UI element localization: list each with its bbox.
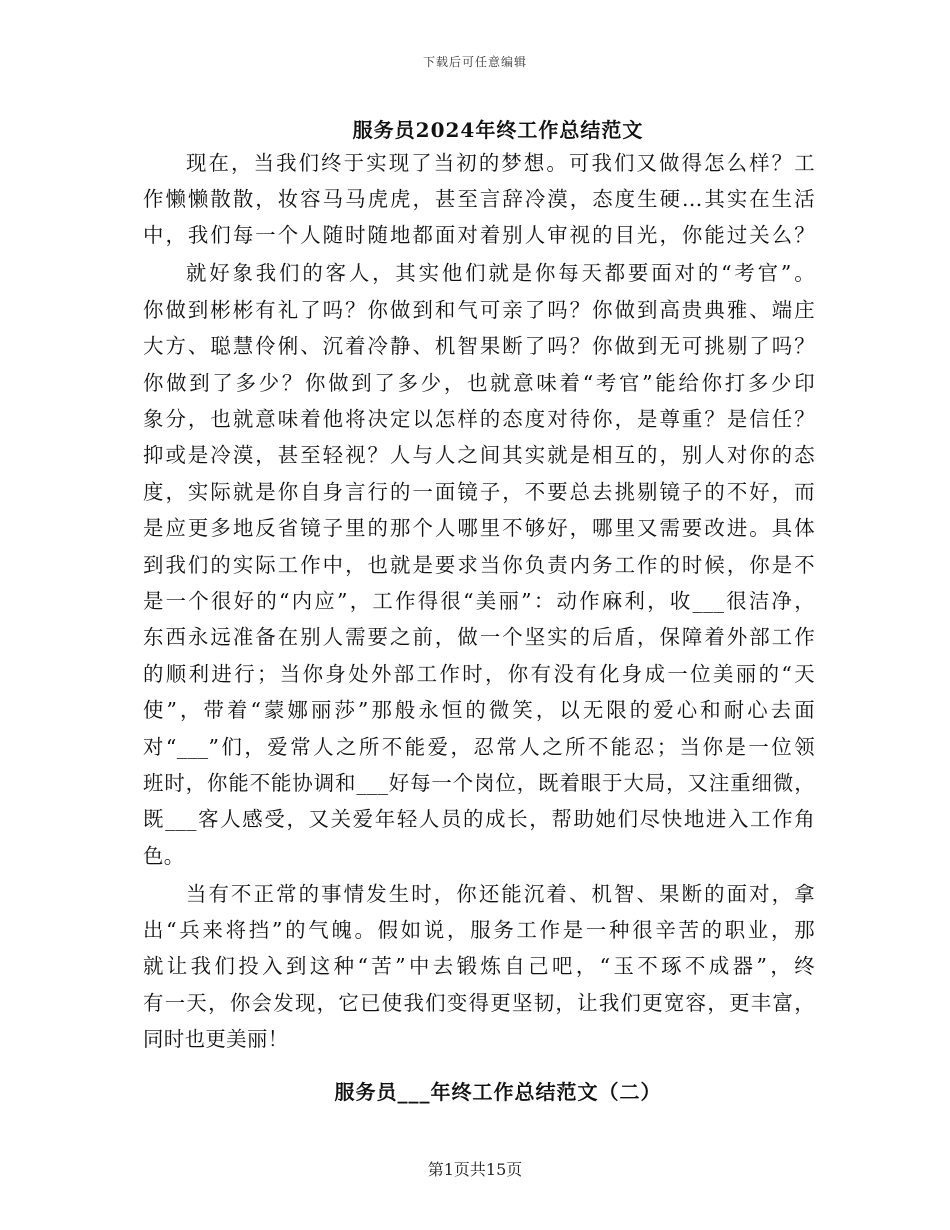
paragraph-line: 就让我们投入到这种“苦”中去锻炼自己吧，“玉不琢不成器”，终 xyxy=(143,954,815,978)
paragraph-line: 是应更多地反省镜子里的那个人哪里不够好，哪里又需要改进。具体 xyxy=(143,516,815,540)
paragraph-line: 象分，也就意味着他将决定以怎样的态度对待你，是尊重？是信任？ xyxy=(143,407,815,431)
paragraph-line: 就好象我们的客人，其实他们就是你每天都要面对的“考官”。 xyxy=(186,261,815,285)
paragraph-line: 班时，你能不能协调和___好每一个岗位，既着眼于大局，又注重细微， xyxy=(143,771,815,795)
paragraph-line: 你做到了多少？你做到了多少，也就意味着“考官”能给你打多少印 xyxy=(143,371,815,395)
paragraph-line: 使”，带着“蒙娜丽莎”那般永恒的微笑，以无限的爱心和耐心去面 xyxy=(143,698,815,722)
paragraph-line: 对“___”们，爱常人之所不能爱，忍常人之所不能忍；当你是一位领 xyxy=(143,735,815,759)
paragraph-line: 你做到彬彬有礼了吗？你做到和气可亲了吗？你做到高贵典雅、端庄 xyxy=(143,298,815,322)
paragraph-line: 有一天，你会发现，它已使我们变得更坚韧，让我们更宽容，更丰富， xyxy=(143,991,815,1015)
paragraph-line: 出“兵来将挡”的气魄。假如说，服务工作是一种很辛苦的职业，那 xyxy=(143,918,815,942)
paragraph-line: 同时也更美丽！ xyxy=(143,1027,289,1051)
paragraph-line: 中，我们每一个人随时随地都面对着别人审视的目光，你能过关么？ xyxy=(143,223,815,247)
paragraph-line: 抑或是冷漠，甚至轻视？人与人之间其实就是相互的，别人对你的态 xyxy=(143,443,815,467)
paragraph-line: 当有不正常的事情发生时，你还能沉着、机智、果断的面对，拿 xyxy=(186,882,815,906)
document-title: 服务员2024年终工作总结范文 xyxy=(352,118,644,142)
paragraph-line: 是一个很好的“内应”，工作得很“美丽”：动作麻利，收___很洁净， xyxy=(143,589,815,613)
paragraph-line: 大方、聪慧伶俐、沉着冷静、机智果断了吗？你做到无可挑剔了吗？ xyxy=(143,334,815,358)
paragraph-line: 东西永远准备在别人需要之前，做一个坚实的后盾，保障着外部工作 xyxy=(143,625,815,649)
page-footer: 第1页共15页 xyxy=(427,1160,523,1179)
paragraph-line: 既___客人感受，又关爱年轻人员的成长，帮助她们尽快地进入工作角 xyxy=(143,807,815,831)
paragraph-line: 度，实际就是你自身言行的一面镜子，不要总去挑剔镜子的不好，而 xyxy=(143,480,815,504)
paragraph-line: 色。 xyxy=(143,844,185,868)
section-title: 服务员___年终工作总结范文（二） xyxy=(334,1080,662,1104)
paragraph-line: 现在，当我们终于实现了当初的梦想。可我们又做得怎么样？工 xyxy=(186,151,815,175)
paragraph-line: 作懒懒散散，妆容马马虎虎，甚至言辞冷漠，态度生硬...其实在生活 xyxy=(143,187,815,211)
paragraph-line: 的顺利进行；当你身处外部工作时，你有没有化身成一位美丽的“天 xyxy=(143,662,815,686)
header-note: 下载后可任意编辑 xyxy=(422,55,527,69)
paragraph-line: 到我们的实际工作中，也就是要求当你负责内务工作的时候，你是不 xyxy=(143,553,815,577)
